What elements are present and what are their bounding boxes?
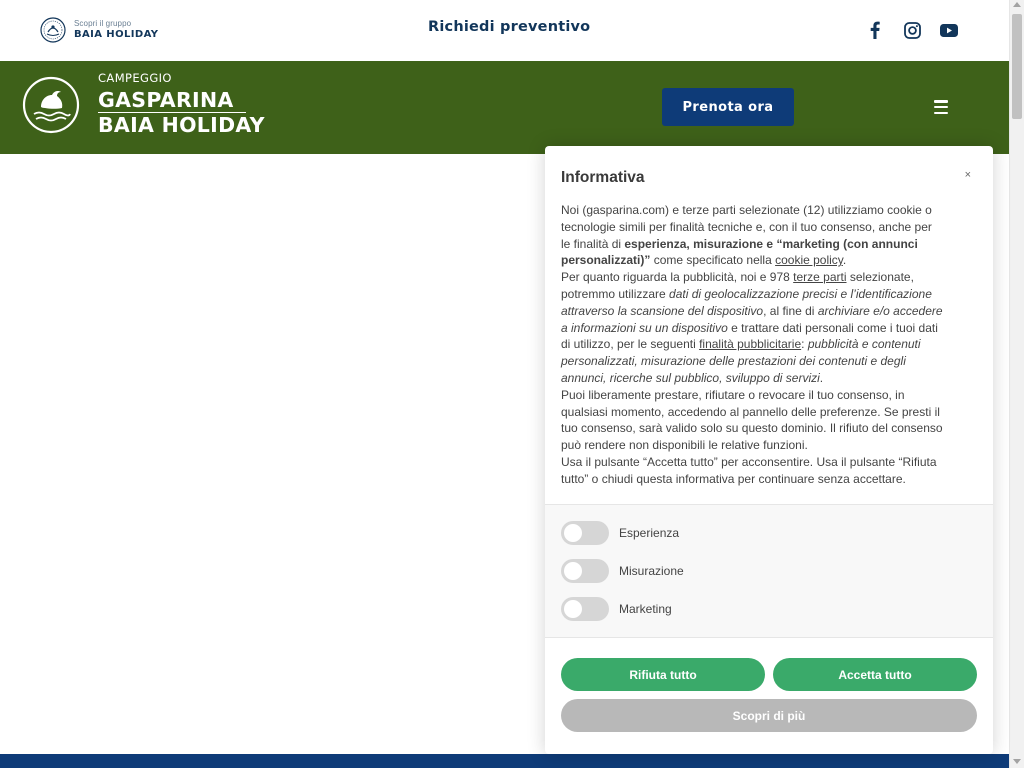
- group-logo[interactable]: [40, 17, 158, 43]
- measurement-toggle[interactable]: [561, 559, 609, 583]
- book-now-button[interactable]: Prenota ora: [662, 88, 794, 126]
- cookie-consent-dialog: [545, 146, 993, 754]
- site-logo[interactable]: [22, 73, 265, 137]
- cookie-preferences: [545, 504, 993, 638]
- preference-label: Misurazione: [619, 564, 684, 578]
- youtube-icon[interactable]: [938, 20, 960, 40]
- cookie-dialog-title: Informativa: [561, 169, 645, 186]
- scroll-down-arrow-icon[interactable]: [1013, 759, 1021, 764]
- instagram-icon[interactable]: [901, 20, 923, 40]
- preference-label: Esperienza: [619, 526, 680, 540]
- seagull-logo-icon: [22, 76, 80, 134]
- scrollbar-thumb[interactable]: [1012, 14, 1022, 119]
- cookie-paragraph-1: Noi (gasparina.com) e terze parti selezionate (12) utilizziamo cookie o tecnologie simili per finalità tecniche e, con il tuo consenso, anche per le finalità di esperienza, misurazione e “marketing (con annunci personalizzati)” come specificato nella cookie policy.: [561, 203, 932, 268]
- brand-name-line1: GASPARINA: [98, 88, 246, 113]
- preference-marketing: [561, 597, 672, 621]
- advertising-purposes-link[interactable]: finalità pubblicitarie: [699, 337, 802, 352]
- cookie-paragraph-3: Puoi liberamente prestare, rifiutare o revocare il tuo consenso, in qualsiasi momento, accedendo al pannello delle preferenze. Se presti il tuo consenso, sarà valido solo su questo dominio. Il rifiuto del consenso può rendere non disponibili le relative funzioni.: [561, 387, 943, 453]
- top-bar: [0, 0, 1009, 61]
- baia-holiday-emblem-icon: [40, 17, 66, 43]
- accept-all-button[interactable]: Accetta tutto: [773, 658, 977, 691]
- social-links: [864, 20, 960, 40]
- cookie-notice-text: [545, 187, 993, 488]
- preference-measurement: [561, 559, 684, 583]
- main-header: [0, 61, 1009, 154]
- footer-strip: [0, 754, 1009, 768]
- hamburger-menu-icon[interactable]: [932, 99, 950, 115]
- scroll-up-arrow-icon[interactable]: [1013, 2, 1021, 7]
- request-quote-link[interactable]: Richiedi preventivo: [428, 19, 591, 35]
- third-parties-link[interactable]: terze parti: [793, 270, 847, 285]
- facebook-icon[interactable]: [864, 20, 886, 40]
- cookie-policy-link[interactable]: cookie policy: [775, 253, 843, 268]
- close-icon[interactable]: ×: [964, 169, 971, 181]
- brand-subtitle: CAMPEGGIO: [98, 71, 172, 85]
- page-scrollbar[interactable]: [1009, 0, 1024, 768]
- preference-experience: [561, 521, 679, 545]
- cookie-paragraph-4: Usa il pulsante “Accetta tutto” per acconsentire. Usa il pulsante “Rifiuta tutto” o chiudi questa informativa per continuare senza accettare.: [561, 454, 937, 486]
- group-logo-name: BAIA HOLIDAY: [74, 29, 159, 40]
- cookie-paragraph-2: Per quanto riguarda la pubblicità, noi e 978 terze parti selezionate, potremmo utilizzare dati di geolocalizzazione precisi e l’identificazione attraverso la scansione del dispositivo, al fine di archiviare e/o accedere a informazioni su un dispositivo e trattare dati personali come i tuoi dati di utilizzo, per le seguenti finalità pubblicitarie: pubblicità e contenuti personalizzati, misurazione delle prestazioni dei contenuti e degli annunci, ricerche sul pubblico, sviluppo di servizi.: [561, 270, 943, 385]
- marketing-toggle[interactable]: [561, 597, 609, 621]
- group-logo-subtitle: Scopri il gruppo: [74, 19, 132, 28]
- cookie-actions: [561, 658, 977, 732]
- brand-name-line2: BAIA HOLIDAY: [98, 112, 265, 137]
- learn-more-button[interactable]: Scopri di più: [561, 699, 977, 732]
- reject-all-button[interactable]: Rifiuta tutto: [561, 658, 765, 691]
- preference-label: Marketing: [619, 602, 672, 616]
- experience-toggle[interactable]: [561, 521, 609, 545]
